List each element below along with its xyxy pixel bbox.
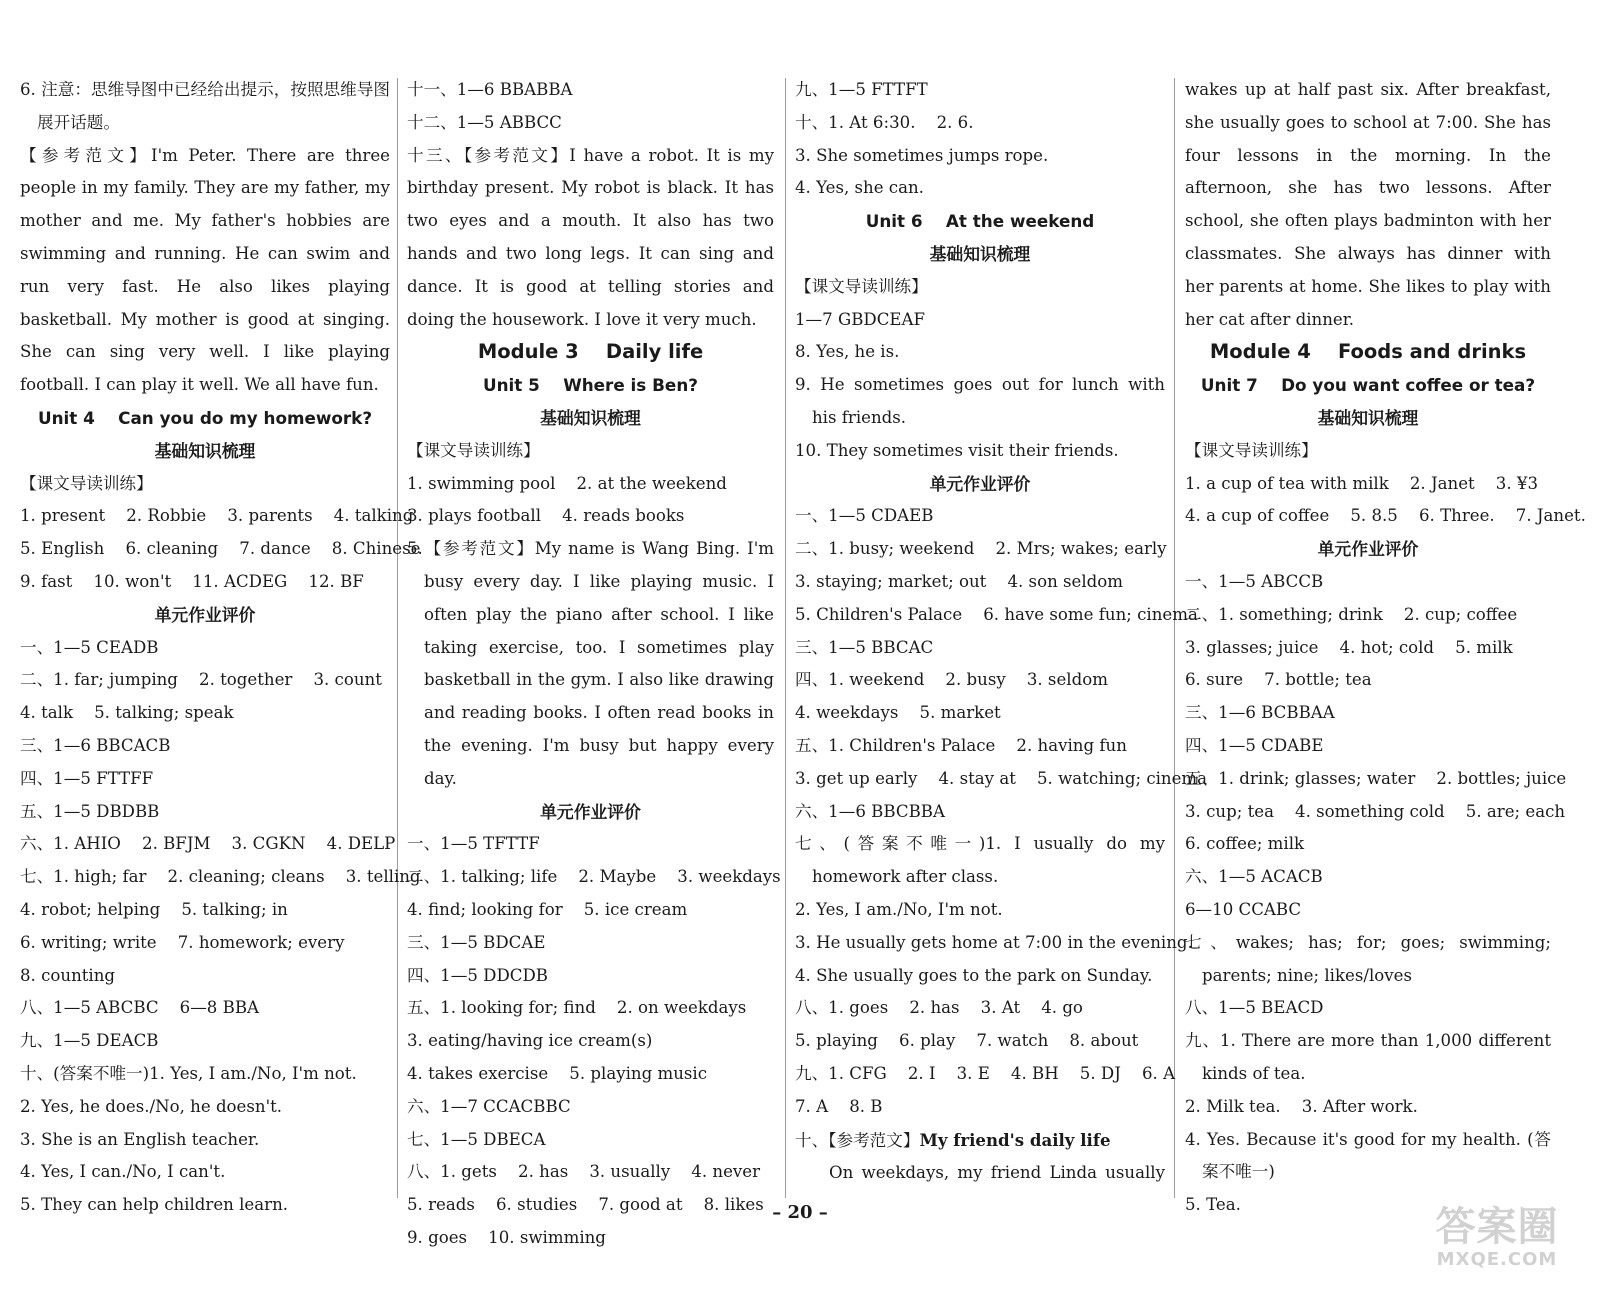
answer-line: 6—10 CCABC [1185,899,1302,919]
answer-line: 九、1. CFG 2. I 3. E 4. BH 5. DJ 6. A [795,1063,1176,1083]
section-heading: 基础知识梳理 [1317,407,1419,428]
answer-line: 四、1—5 FTTFF [20,768,154,788]
section-heading: 单元作业评价 [1317,539,1419,560]
answer-line: 十二、1—5 ABBCC [407,112,562,132]
essay-heading-line [795,1124,1165,1158]
answer-line: 7. A 8. B [795,1096,883,1116]
answer-line: 九、1—5 FTTFT [795,80,928,99]
answer-line: 3. eating/having ice cream(s) [407,1031,653,1051]
answer-line: 3. staying; market; out 4. son seldom [795,571,1124,591]
watermark-sub: MXQE.COM [1436,1249,1558,1270]
answer-line: 八、1. goes 2. has 3. At 4. go [795,998,1083,1018]
answer-line: 三、1—6 BBCACB [20,735,171,755]
answer-line: 八、1. gets 2. has 3. usually 4. never [407,1162,761,1182]
answer-line: 3. get up early 4. stay at 5. watching; cinema [795,768,1208,788]
answer-line: 9. He sometimes goes out for lunch with his friends. [795,375,1165,427]
answer-line: 3. She sometimes jumps rope. [795,145,1049,165]
answer-line: 4. weekdays 5. market [795,703,1001,723]
answer-line: 五、1. Children's Palace 2. having fun [795,735,1127,755]
answer-line: 五、1. looking for; find 2. on weekdays [407,998,747,1018]
answer-line: 一、1—5 ABCCB [1185,571,1324,591]
answer-line: 1. swimming pool 2. at the weekend [407,473,727,493]
answer-line: 3. glasses; juice 4. hot; cold 5. milk [1185,637,1513,657]
sample-essay-continued: wakes up at half past six. After breakfast, she usually goes to school at 7:00. She has four lessons in the morning. In the afternoon, she has two lessons. After school, she often plays badminton with her classmates. She always has dinner with her parents at home. She likes to play with her cat after dinner. [1185,80,1551,329]
answer-line: 2. Yes, he does./No, he doesn't. [20,1096,283,1116]
answer-line: 二、1. talking; life 2. Maybe 3. weekdays [407,867,781,887]
answer-line: 六、1. AHIO 2. BFJM 3. CGKN 4. DELP [20,834,396,854]
answer-line: 9. fast 10. won't 11. ACDEG 12. BF [20,571,364,591]
answer-line: 4. find; looking for 5. ice cream [407,899,688,919]
answer-line: 4. talk 5. talking; speak [20,703,234,723]
page-number: – 20 – [772,1202,828,1223]
answer-line: 三、1—6 BCBBAA [1185,703,1335,723]
answer-line: 七、1. high; far 2. cleaning; cleans 3. telling [20,867,421,887]
answer-line: 2. Yes, I am./No, I'm not. [795,899,1003,919]
column-divider [785,78,786,1198]
answer-line: 二、1. far; jumping 2. together 3. count [20,670,382,690]
answer-line: 八、1—5 BEACD [1185,998,1324,1018]
column-1 [20,74,421,1222]
answer-line: 一、1—5 CEADB [20,637,159,657]
column-divider [1174,78,1175,1198]
answer-line: 3. plays football 4. reads books [407,506,685,526]
watermark-main: 答案圈 [1435,1204,1559,1250]
answer-line: 二、1. busy; weekend 2. Mrs; wakes; early [795,539,1167,559]
answer-line: 6. writing; write 7. homework; every [20,932,345,952]
answer-line: 4. Yes, she can. [795,178,924,198]
column-2 [407,74,781,1255]
answer-line: 二、1. something; drink 2. cup; coffee [1185,604,1518,624]
answer-line: 3. She is an English teacher. [20,1129,260,1149]
answer-line: 八、1—5 ABCBC 6—8 BBA [20,998,260,1018]
sample-essay: On weekdays, my friend Linda usually [829,1163,1165,1183]
sample-essay: 【参考范文】I'm Peter. There are three people in my family. They are my father, my mother and me. My father's hobbies are swimming and running. He can swim and run very fast. He also likes playing basketball. My mother is good at singing. She can sing very well. I like playing football. I can play it well. We all have fun. [20,145,390,395]
module-heading: Module 4 Foods and drinks [1209,340,1527,364]
answer-line: 1. present 2. Robbie 3. parents 4. talking [20,506,414,526]
answer-line: 十一、1—6 BBABBA [407,80,573,99]
sample-essay: 十三、【参考范文】I have a robot. It is my birthday present. My robot is black. It has two eyes and a mouth. It also has two hands and two long legs. It can sing and dance. It is good at telling stories and doing the housework. I love it very much. [407,145,774,329]
essay-title: My friend's daily life [919,1129,1111,1150]
column-divider [397,78,398,1198]
answer-line: 1—7 GBDCEAF [795,309,926,329]
column-4 [1185,74,1586,1222]
answer-line: 4. She usually goes to the park on Sunday. [795,965,1153,985]
section-heading: 单元作业评价 [540,801,641,822]
answer-line: 六、1—7 CCACBBC [407,1096,571,1116]
answer-line: 5. Tea. [1185,1195,1241,1215]
answer-line: 六、1—6 BBCBBA [795,801,945,821]
answer-line: 六、1—5 ACACB [1185,867,1323,887]
answer-line: 5. Children's Palace 6. have some fun; cinema [795,604,1198,624]
watermark-logo [1422,1205,1572,1277]
answer-line: 6. coffee; milk [1185,834,1305,854]
unit-heading: Unit 6 At the weekend [865,211,1095,232]
answer-line: 五、1. drink; glasses; water 2. bottles; juice [1185,768,1567,788]
answer-line: 七、1—5 DBECA [407,1129,546,1149]
answer-line: 七、wakes; has; for; goes; swimming; parents; nine; likes/loves [1185,932,1551,985]
answer-line: 4. Yes, I can./No, I can't. [20,1162,226,1182]
answer-line: 十、(答案不唯一)1. Yes, I am./No, I'm not. [20,1063,357,1083]
note-line: 6. 注意：思维导图中已经给出提示，按照思维导图展开话题。 [20,80,390,132]
answer-line: 1. a cup of tea with milk 2. Janet 3. ¥3 [1185,473,1539,493]
answer-line: 5. playing 6. play 7. watch 8. about [795,1031,1139,1051]
module-heading: Module 3 Daily life [477,340,704,364]
section-heading: 单元作业评价 [154,604,256,625]
section-heading: 单元作业评价 [929,473,1031,494]
answer-line: 3. He usually gets home at 7:00 in the evening. [795,932,1193,952]
answer-line: 4. takes exercise 5. playing music [407,1063,708,1083]
answer-line: 3. cup; tea 4. something cold 5. are; each [1185,801,1566,821]
answer-line: 2. Milk tea. 3. After work. [1185,1096,1418,1116]
answer-line: 6. sure 7. bottle; tea [1185,670,1372,690]
answer-line: 一、1—5 CDAEB [795,506,934,526]
answer-line: 10. They sometimes visit their friends. [795,440,1119,460]
section-heading: 基础知识梳理 [540,407,641,428]
answer-line: 十、1. At 6:30. 2. 6. [795,112,974,132]
essay-prefix: 十、【参考范文】 [795,1130,920,1150]
subsection-label: 【课文导读训练】 [20,473,153,493]
answer-line: 4. Yes. Because it's good for my health. (答案不唯一) [1185,1129,1551,1182]
subsection-label: 【课文导读训练】 [795,276,928,296]
sample-essay: 5.【参考范文】My name is Wang Bing. I'm busy every day. I like playing music. I often play the piano after school. I like taking exercise, too. I sometimes play basketball in the gym. I also like drawing and reading books. I often read books in the evening. I'm busy but happy every day. [407,539,774,788]
unit-heading: Unit 5 Where is Ben? [482,375,698,396]
answer-line: 三、1—5 BBCAC [795,637,934,657]
answer-line: 5. English 6. cleaning 7. dance 8. Chinese [20,539,421,559]
section-heading: 基础知识梳理 [154,440,256,461]
answer-line: 5. reads 6. studies 7. good at 8. likes [407,1195,764,1215]
subsection-label: 【课文导读训练】 [1185,440,1318,460]
unit-heading: Unit 4 Can you do my homework? [37,407,373,428]
column-3 [795,74,1208,1190]
answer-line: 4. a cup of coffee 5. 8.5 6. Three. 7. Janet. [1185,506,1586,526]
answer-line: 5. They can help children learn. [20,1195,289,1215]
unit-heading: Unit 7 Do you want coffee or tea? [1200,375,1536,396]
section-heading: 基础知识梳理 [929,243,1031,264]
answer-line: 一、1—5 TFTTF [407,834,540,854]
answer-line: 五、1—5 DBDBB [20,801,160,821]
answer-line: 四、1—5 DDCDB [407,965,548,985]
answer-line: 8. Yes, he is. [795,342,900,362]
answer-line: 七、(答案不唯一)1. I usually do my homework after class. [795,834,1165,887]
answer-line: 8. counting [20,965,116,985]
answer-line: 四、1. weekend 2. busy 3. seldom [795,670,1108,690]
answer-line: 四、1—5 CDABE [1185,735,1324,755]
answer-line: 九、1—5 DEACB [20,1031,159,1051]
answer-line: 三、1—5 BDCAE [407,932,546,952]
answer-line: 9. goes 10. swimming [407,1227,606,1247]
answer-line: 4. robot; helping 5. talking; in [20,899,288,919]
answer-line: 九、1. There are more than 1,000 different kinds of tea. [1185,1031,1551,1083]
subsection-label: 【课文导读训练】 [407,440,540,460]
